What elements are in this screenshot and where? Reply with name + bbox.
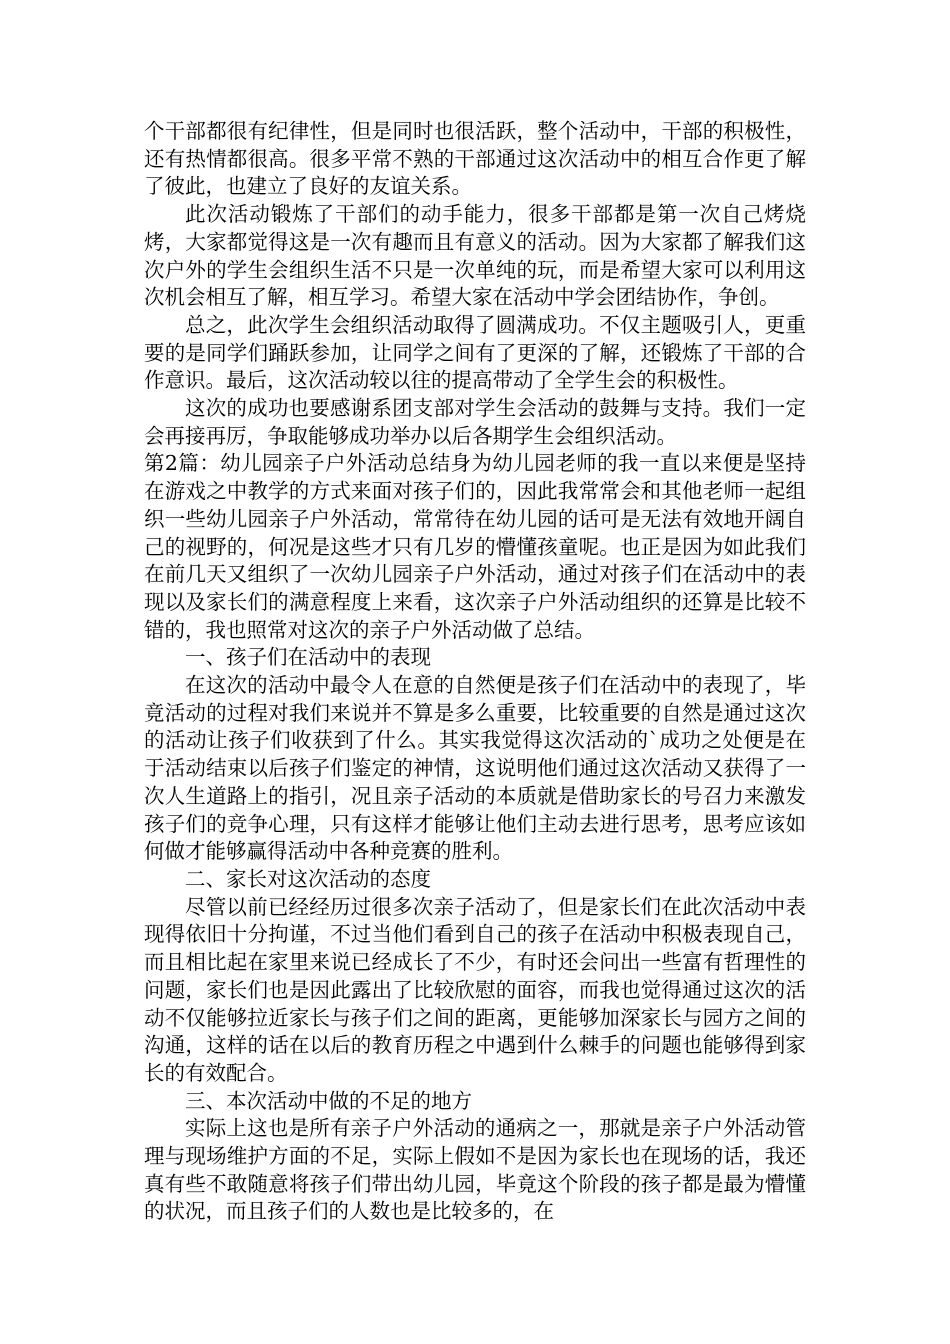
section-heading-3: 三、本次活动中做的不足的地方 — [185, 1088, 472, 1113]
paragraph-2: 此次活动锻炼了干部们的动手能力，很多干部都是第一次自己烤烧烤，大家都觉得这是一次有趣而且有意义的活动。因为大家都了解我们这次户外的学生会组织生活不只是一次单纯的玩，而是希望大家可以利用这次机会相互了解，相互学习。希望大家在活动中学会团结协作，争创。 — [144, 202, 806, 310]
paragraph-1: 个干部都很有纪律性，但是同时也很活跃，整个活动中，干部的积极性，还有热情都很高。很多平常不熟的干部通过这次活动中的相互合作更了解了彼此，也建立了良好的友谊关系。 — [144, 119, 806, 199]
paragraph-6: 在这次的活动中最令人在意的自然便是孩子们在活动中的表现了，毕竟活动的过程对我们来说并不算是多么重要，比较重要的自然是通过这次的活动让孩子们收获到了什么。其实我觉得这次活动的`成功之处便是在于活动结束以后孩子们鉴定的神情，这说明他们通过这次活动又获得了一次人生道路上的指引，况且亲子活动的本质就是借助家长的号召力来激发孩子们的竞争心理，只有这样才能够让他们主动去进行思考，思考应该如何做才能够赢得活动中各种竞赛的胜利。 — [144, 673, 806, 864]
paragraph-8: 实际上这也是所有亲子户外活动的通病之一，那就是亲子户外活动管理与现场维护方面的不足，实际上假如不是因为家长也在现场的话，我还真有些不敢随意将孩子们带出幼儿园，毕竟这个阶段的孩子都是最为懵懂的状况，而且孩子们的人数也是比较多的，在 — [144, 1116, 806, 1224]
paragraph-4: 这次的成功也要感谢系团支部对学生会活动的鼓舞与支持。我们一定会再接再厉，争取能够成功举办以后各期学生会组织活动。 — [144, 396, 806, 448]
section-heading-1: 一、孩子们在活动中的表现 — [185, 645, 431, 670]
section-heading-2: 二、家长对这次活动的态度 — [185, 866, 431, 891]
document-page — [144, 118, 806, 1226]
paragraph-5: 第2篇：幼儿园亲子户外活动总结身为幼儿园老师的我一直以来便是坚持在游戏之中教学的方式来面对孩子们的，因此我常常会和其他老师一起组织一些幼儿园亲子户外活动，常常待在幼儿园的话可是无法有效地开阔自己的视野的，何况是这些才只有几岁的懵懂孩童呢。也正是因为如此我们在前几天又组织了一次幼儿园亲子户外活动，通过对孩子们在活动中的表现以及家长们的满意程度上来看，这次亲子户外活动组织的还算是比较不错的，我也照常对这次的亲子户外活动做了总结。 — [144, 451, 806, 642]
paragraph-3: 总之，此次学生会组织活动取得了圆满成功。不仅主题吸引人，更重要的是同学们踊跃参加，让同学之间有了更深的了解，还锻炼了干部的合作意识。最后，这次活动较以往的提高带动了全学生会的积极性。 — [144, 312, 806, 393]
paragraph-7: 尽管以前已经经历过很多次亲子活动了，但是家长们在此次活动中表现得依旧十分拘谨，不过当他们看到自己的孩子在活动中积极表现自己，而且相比起在家里来说已经成长了不少，有时还会问出一些富有哲理性的问题，家长们也是因此露出了比较欣慰的面容，而我也觉得通过这次的活动不仅能够拉近家长与孩子们之间的距离，更能够加深家长与园方之间的沟通，这样的话在以后的教育历程之中遇到什么棘手的问题也能够得到家长的有效配合。 — [144, 894, 806, 1085]
